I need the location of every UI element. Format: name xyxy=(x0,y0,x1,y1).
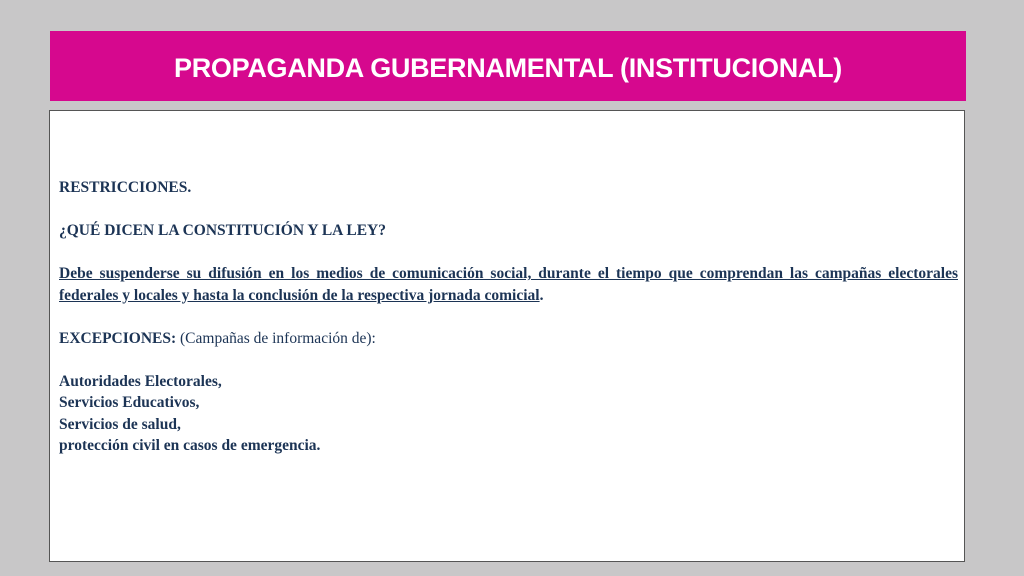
list-item: Autoridades Electorales, xyxy=(59,372,222,390)
list-item: protección civil en casos de emergencia. xyxy=(59,437,321,454)
title-bar xyxy=(50,31,966,101)
excepciones-line xyxy=(59,328,958,350)
spacer xyxy=(59,242,958,264)
excepciones-label: EXCEPCIONES: xyxy=(59,329,177,347)
slide-title: PROPAGANDA GUBERNAMENTAL (INSTITUCIONAL) xyxy=(174,52,842,83)
underlined-text: Debe suspenderse su difusión en los medios de comunicación social, durante el tiempo que comprendan las campañas electorales federales y locales y hasta la conclusión de la respectiva jornada comicial xyxy=(59,265,958,304)
spacer xyxy=(59,306,958,328)
list-item: Servicios Educativos, xyxy=(59,394,200,411)
question-heading: ¿QUÉ DICEN LA CONSTITUCIÓN Y LA LEY? xyxy=(59,222,386,239)
restriction-paragraph xyxy=(59,263,958,306)
paragraph-period: . xyxy=(539,286,544,304)
content-text xyxy=(59,177,958,457)
spacer xyxy=(59,199,958,221)
content-box xyxy=(49,110,965,562)
restricciones-heading: RESTRICCIONES. xyxy=(59,179,192,196)
list-item: Servicios de salud, xyxy=(59,415,181,433)
excepciones-detail: (Campañas de información de): xyxy=(180,329,376,347)
spacer xyxy=(59,349,958,371)
